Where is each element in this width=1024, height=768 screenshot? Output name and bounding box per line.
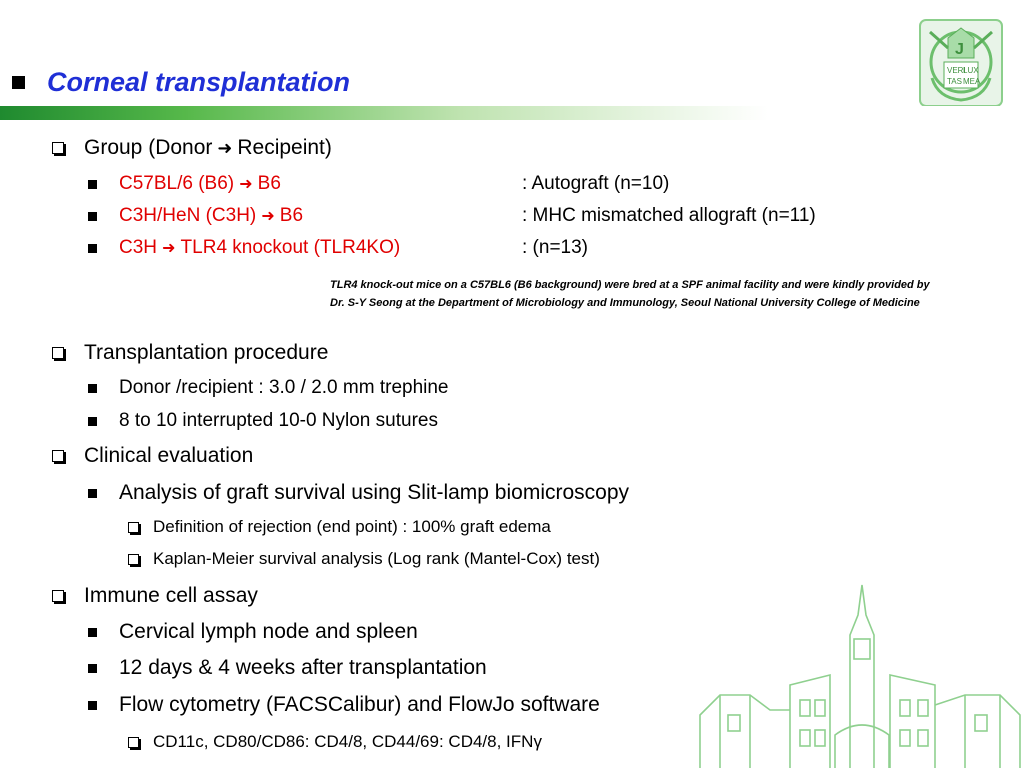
right-arrow-icon: ➜ [162, 239, 176, 257]
checkbox-bullet-icon [52, 590, 64, 602]
checkbox-bullet-icon [52, 347, 64, 359]
group-row-2 [88, 205, 303, 227]
university-emblem-logo [918, 18, 1004, 108]
group-heading-part1: Group (Donor [84, 136, 213, 159]
square-bullet-icon [88, 417, 97, 426]
square-bullet-icon [88, 180, 97, 189]
procedure-item-text: Donor /recipient : 3.0 / 2.0 mm trephine [119, 377, 449, 398]
clinical-subitem-1 [128, 517, 551, 537]
procedure-item-text: 8 to 10 interrupted 10-0 Nylon sutures [119, 410, 438, 431]
logo-text-4: MEA [963, 77, 981, 86]
recipient-strain: TLR4 knockout (TLR4KO) [180, 237, 401, 258]
group-heading-part2: Recipeint) [237, 136, 332, 159]
logo-text-2: LUX [963, 66, 979, 75]
procedure-heading-text: Transplantation procedure [84, 341, 329, 364]
immune-item-3 [88, 693, 600, 717]
group-row-2-desc: : MHC mismatched allograft (n=11) [522, 205, 816, 226]
group-heading [52, 136, 332, 160]
title-row [12, 62, 350, 102]
clinical-item [88, 481, 629, 505]
immune-item-text: 12 days & 4 weeks after transplantation [119, 656, 487, 679]
logo-text-3: TAS [947, 77, 962, 86]
recipient-strain: B6 [257, 173, 281, 194]
checkbox-bullet-icon [128, 737, 139, 748]
square-bullet-icon [88, 701, 97, 710]
immune-subitem-text: CD11c, CD80/CD86: CD4/8, CD44/69: CD4/8, IFN [153, 732, 534, 751]
clinical-subitem-text: Kaplan-Meier survival analysis (Log rank (Mantel-Cox) test) [153, 549, 600, 568]
group-row-1-desc: : Autograft (n=10) [522, 173, 670, 194]
right-arrow-icon: ➜ [239, 175, 253, 193]
procedure-heading [52, 341, 328, 365]
clinical-heading-text: Clinical evaluation [84, 444, 254, 467]
donor-strain: C3H/HeN (C3H) [119, 205, 257, 226]
campus-building-illustration [690, 575, 1024, 768]
group-row-3 [88, 237, 400, 259]
group-row-3-desc: : (n=13) [522, 237, 589, 258]
clinical-subitem-2 [128, 549, 600, 569]
logo-text-1: VERI [947, 66, 966, 75]
immune-heading-text: Immune cell assay [84, 584, 258, 607]
square-bullet-icon [88, 628, 97, 637]
square-bullet-icon [88, 664, 97, 673]
immune-item-text: Cervical lymph node and spleen [119, 620, 418, 643]
svg-text:J: J [955, 41, 964, 58]
title-bullet-icon [12, 76, 25, 89]
checkbox-bullet-icon [52, 142, 64, 154]
immune-subitem [128, 732, 542, 752]
clinical-subitem-text: Definition of rejection (end point) : 100% graft edema [153, 517, 551, 536]
recipient-strain: B6 [279, 205, 304, 226]
slide-title: Corneal transplantation [47, 66, 351, 97]
clinical-item-text: Analysis of graft survival using Slit-lamp biomicroscopy [119, 481, 630, 504]
footnote-line-1: TLR4 knock-out mice on a C57BL6 (B6 background) were bred at a SPF animal facility and were kindly provided by [330, 279, 930, 291]
right-arrow-icon: ➜ [217, 137, 233, 158]
immune-heading [52, 584, 258, 608]
checkbox-bullet-icon [128, 554, 139, 565]
square-bullet-icon [88, 212, 97, 221]
gamma-symbol: γ [533, 732, 542, 751]
group-row-1 [88, 173, 281, 195]
donor-strain: C57BL/6 (B6) [119, 173, 235, 194]
square-bullet-icon [88, 244, 97, 253]
procedure-item-1 [88, 377, 449, 399]
immune-item-2 [88, 656, 487, 680]
procedure-item-2 [88, 410, 438, 432]
immune-item-text: Flow cytometry (FACSCalibur) and FlowJo software [119, 693, 600, 716]
clinical-heading [52, 444, 253, 468]
right-arrow-icon: ➜ [261, 207, 275, 225]
checkbox-bullet-icon [128, 522, 139, 533]
donor-strain: C3H [119, 237, 158, 258]
title-gradient-bar [0, 106, 1024, 120]
square-bullet-icon [88, 489, 97, 498]
square-bullet-icon [88, 384, 97, 393]
immune-item-1 [88, 620, 418, 644]
checkbox-bullet-icon [52, 450, 64, 462]
footnote-line-2: Dr. S-Y Seong at the Department of Microbiology and Immunology, Seoul National University College of Medicine [330, 297, 920, 309]
